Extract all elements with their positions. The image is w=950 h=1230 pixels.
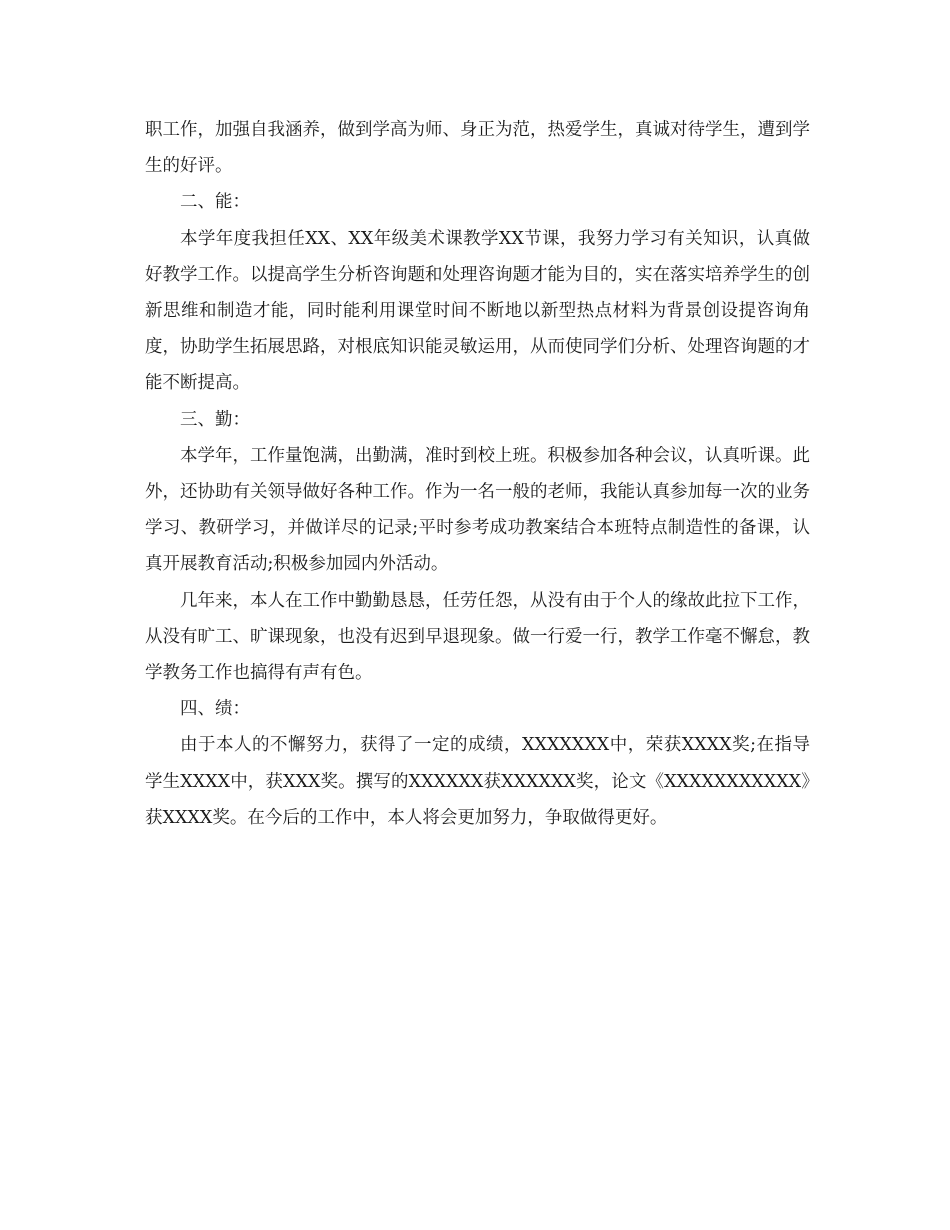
section-heading-ability: 二、能： bbox=[180, 192, 250, 213]
section-heading-diligence: 三、勤： bbox=[180, 409, 250, 430]
paragraph-diligence-2: 几年来，本人在工作中勤勤恳恳，任劳任怨，从没有由于个人的缘故此拉下工作，从没有旷工、旷课现象，也没有迟到早退现象。做一行爱一行，教学工作毫不懈怠，教学教务工作也搞得有声有色。 bbox=[145, 590, 810, 684]
paragraph-continuation: 职工作，加强自我涵养，做到学高为师、身正为范，热爱学生，真诚对待学生，遭到学生的好评。 bbox=[145, 120, 810, 177]
document-body bbox=[145, 112, 810, 836]
paragraph-diligence: 本学年，工作量饱满，出勤满，准时到校上班。积极参加各种会议，认真听课。此外，还协助有关领导做好各种工作。作为一名一般的老师，我能认真参加每一次的业务学习、教研学习，并做详尽的记录;平时参考成功教案结合本班特点制造性的备课，认真开展教育活动;积极参加园内外活动。 bbox=[145, 445, 810, 575]
paragraph-achievement: 由于本人的不懈努力，获得了一定的成绩，XXXXXXX中，荣获XXXX奖;在指导学生XXXX中，获XXX奖。撰写的XXXXXX获XXXXXX奖，论文《XXXXXXXXXXX》获XXXX奖。在今后的工作中，本人将会更加努力，争取做得更好。 bbox=[145, 735, 810, 828]
paragraph-ability: 本学年度我担任XX、XX年级美术课教学XX节课，我努力学习有关知识，认真做好教学工作。以提高学生分析咨询题和处理咨询题才能为目的，实在落实培养学生的创新思维和制造才能，同时能利用课堂时间不断地以新型热点材料为背景创设提咨询角度，协助学生拓展思路，对根底知识能灵敏运用，从而使同学们分析、处理咨询题的才能不断提高。 bbox=[145, 228, 810, 394]
section-heading-achievement: 四、绩： bbox=[180, 699, 250, 720]
